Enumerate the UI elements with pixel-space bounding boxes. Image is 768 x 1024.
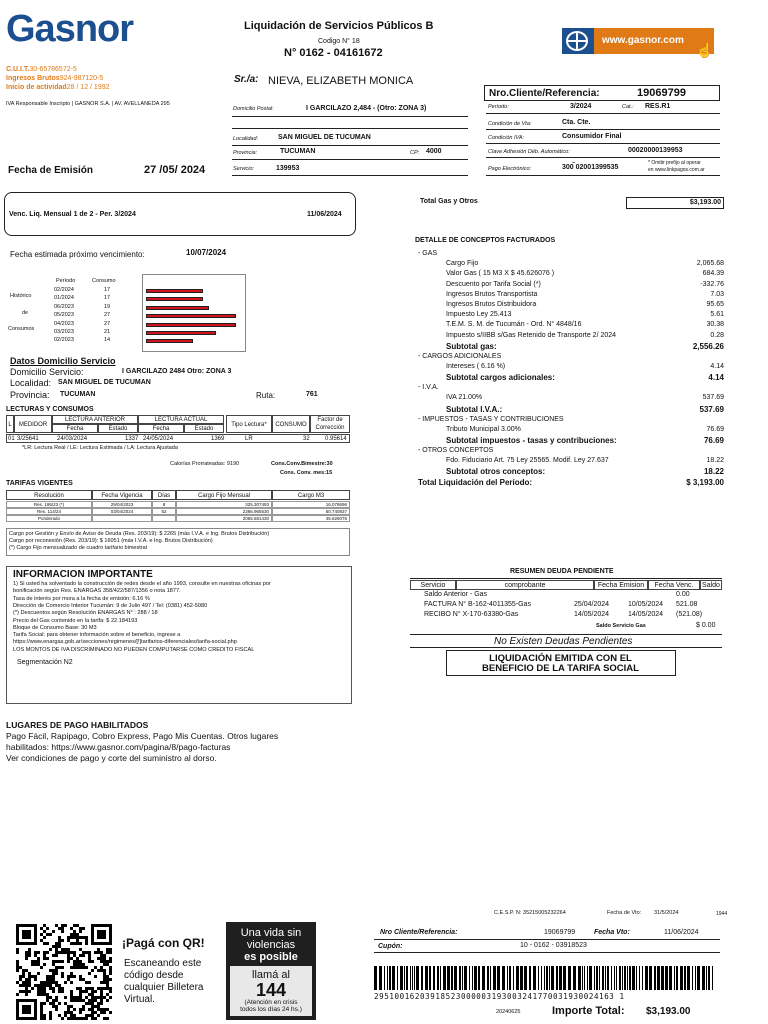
qr-line-4: Virtual.: [124, 994, 155, 1005]
detalle-title: DETALLE DE CONCEPTOS FACTURADOS: [415, 237, 556, 244]
gas-item-label: Valor Gas ( 15 M3 X $ 45.626076 ): [446, 270, 555, 278]
pago-value: 300 ̃02001399535: [562, 164, 619, 171]
hist-bar: [146, 314, 236, 318]
dom-serv-value: I GARCILAZO 2484 Otro: ZONA 3: [122, 368, 232, 375]
resumen-header: Saldo: [700, 580, 722, 590]
resumen-header: Fecha Venc.: [648, 580, 700, 590]
fecha-emision-label: Fecha de Emisión: [8, 165, 94, 176]
fecha-emision-value: 27 /05/ 2024: [144, 164, 206, 176]
hist-label-2: de: [22, 310, 29, 316]
hist-label-3: Consumos: [8, 326, 35, 332]
info-line: Tasa de interés por mora a la fecha de emisión: 6.16 %: [13, 595, 150, 602]
tarifa-cell: Ponderado: [6, 515, 92, 522]
barcode-number: 29510016203918523000003193003241770031930024163 1: [374, 992, 625, 1001]
periodo-label: Período:: [488, 104, 509, 110]
hist-bar: [146, 323, 236, 327]
lect-row: 01 3/25641 24/03/2024 1337 24/05/2024 1369 LR 32 0.95614: [6, 434, 350, 443]
localidad-value: SAN MIGUEL DE TUCUMAN: [278, 134, 371, 141]
hist-consumo: 21: [104, 329, 111, 335]
tarifa-cell: 50.740837: [272, 508, 350, 515]
lect-h-estado-ant: Estado: [98, 424, 138, 433]
qr-title: ¡Pagá con QR!: [122, 936, 205, 950]
hist-consumo: 27: [104, 320, 111, 327]
hist-consumo: 27: [104, 312, 111, 319]
venc-label: Venc. Liq. Mensual 1 de 2 - Per. 3/2024: [9, 211, 136, 218]
lect-h-medidor: MEDIDOR: [14, 415, 52, 433]
no-deudas: No Existen Deudas Pendientes: [494, 636, 633, 647]
lect-h-factor: Factor de Corrección: [310, 415, 350, 433]
info-line: Tarifa Social: para obtener información sobre el beneficio, ingrese a: [13, 632, 181, 639]
resumen-cell: Saldo Anterior - Gas: [424, 591, 488, 598]
tarifa-cell: Res. 195/23 (*): [6, 501, 92, 508]
gas-item-value: 684.39: [702, 270, 724, 278]
localidad-label: Localidad:: [233, 136, 259, 142]
lect-h-estado-act: Estado: [184, 424, 224, 433]
loc-serv-label: Localidad:: [10, 378, 52, 388]
lect-h-actual: LECTURA ACTUAL: [138, 415, 224, 424]
hist-label-1: Histórico: [10, 293, 32, 299]
stub-ref-value: 19069799: [544, 929, 576, 936]
tributo-label: Tributo Municipal 3.00%: [446, 425, 521, 433]
lect-h-l: L: [6, 415, 14, 433]
gas-item-label: Descuento por Tarifa Social (*): [446, 280, 541, 288]
info-line: Dirección de Comercio Interior Tucumán: 9 de Julio 497 / Tel: (0381) 452-5080: [13, 602, 208, 609]
dom-serv-label: Domicilio Servicio:: [10, 367, 84, 377]
resumen-cell: FACTURA N° B-162-4011355-Gas: [424, 601, 531, 608]
total-gas-label: Total Gas y Otros: [420, 198, 478, 205]
servicio-value: 139953: [276, 165, 300, 172]
tarifa-header: Resolución: [6, 490, 92, 500]
hist-periodo: 02/2023: [54, 337, 74, 344]
tarifa-cell: 8: [152, 501, 176, 508]
gas-section: - GAS: [418, 250, 438, 257]
subtotal-imp-value: 76.69: [703, 436, 724, 445]
info-line: https://www.enargas.gob.ar/secciones/regimenes/[!]tarifarios-diferenciales/tarifa-social.php: [13, 639, 237, 646]
domicilio-value: I GARCILAZO 2,484 - (Otro: ZONA 3): [306, 105, 427, 112]
stub-code: 1944: [716, 911, 728, 917]
lect-h-fecha-act: Fecha: [138, 424, 184, 433]
cesp: C.E.S.P. N: 35215005232264: [494, 910, 566, 916]
proximo-label: Fecha estimada próximo vencimiento:: [10, 250, 145, 259]
tarifa-cell: Res. 114/24: [6, 508, 92, 515]
barcode: [374, 966, 718, 990]
tarifas-notes: Cargo por Gestión y Envío de Aviso de Deuda (Res. 203/19): $ 2265 (más I.V.A. e Ing. Brutos Distribución) Cargo por reconexión (Res. 203/19): $ 16051 (más I.V.A. e Ing. Brutos Distribución) (*) Cargo Fijo mensualizado de cuadro tarifario bimestral: [6, 528, 350, 556]
clave-label: Clave Adhesión Déb. Automático:: [488, 149, 570, 155]
qr-line-3: cualquier Billetera: [124, 982, 204, 993]
intereses-value: 4.14: [710, 363, 724, 370]
cond-iva-value: Consumidor Final: [562, 133, 622, 140]
gas-item-value: -332.76: [700, 280, 724, 288]
resumen-header: comprobante: [456, 580, 594, 590]
fdo-value: 18.22: [706, 457, 724, 465]
periodo-value: 3/2024: [570, 103, 592, 110]
lect-h-fecha-ant: Fecha: [52, 424, 98, 433]
hist-periodo: 04/2023: [54, 320, 74, 327]
tarifas-title: TARIFAS VIGENTES: [6, 480, 73, 487]
hist-consumo: 14: [104, 337, 111, 344]
info-line: Precio del Gas contenido en la tarifa: $ 22.184193: [13, 617, 138, 624]
resumen-title: RESUMEN DEUDA PENDIENTE: [510, 568, 614, 575]
tarifa-cell: [152, 515, 176, 522]
tarifa-header: Cargo M3: [272, 490, 350, 500]
saldo-value: $ 0.00: [696, 622, 716, 629]
iva-item-value: 537.69: [702, 394, 724, 402]
iva-item-label: IVA 21.00%: [446, 394, 483, 402]
subtotal-iva-label: Subtotal I.V.A.:: [446, 404, 503, 414]
tarifa-cell: 03/04/2024: [92, 508, 152, 515]
resumen-cell: 521.08: [676, 601, 698, 608]
resumen-cell: RECIBO N° X-170-63380-Gas: [424, 611, 519, 618]
domicilio-label: Domicilio Postal:: [233, 106, 274, 112]
otros-section-label: - OTROS CONCEPTOS: [418, 447, 494, 454]
info-line: LOS MONTOS DE IVA DISCRIMINADO NO PUEDEN COMPUTARSE COMO CREDITO FISCAL: [13, 646, 255, 653]
proximo-value: 10/07/2024: [186, 248, 227, 257]
hist-periodo: 01/2024: [54, 295, 74, 302]
resumen-cell: (521.08): [676, 611, 703, 618]
cond-iva-label: Condición IVA:: [488, 135, 525, 141]
calorias: Calorías Prorrateadas: 9190: [170, 461, 240, 467]
lect-h-consumo: CONSUMO: [272, 415, 310, 433]
hist-bar: [146, 339, 193, 343]
subtotal-cargos-label: Subtotal cargos adicionales:: [446, 373, 555, 383]
gas-item-value: 5.61: [710, 311, 724, 319]
codigo: Codigo N° 18: [318, 38, 360, 45]
intereses-label: Intereses ( 6.16 %): [446, 363, 506, 370]
customer-name: NIEVA, ELIZABETH MONICA: [268, 75, 414, 87]
fdo-label: Fdo. Fiduciario Art. 75 Ley 25565. Modif. Ley 27.637: [446, 457, 609, 465]
hist-col-periodo: Período: [56, 278, 76, 284]
gas-item-label: T.E.M. S. M. de Tucumán - Ord. N° 4848/16: [446, 321, 582, 329]
gas-item-value: 95.65: [706, 301, 724, 308]
ruta-label: Ruta:: [256, 391, 276, 400]
resumen-cell: 25/04/2024: [574, 601, 610, 608]
info-box: [6, 566, 352, 704]
tarifa-cell: 52: [152, 508, 176, 515]
segmentacion: Segmentación N2: [17, 659, 73, 666]
pago-label: Pago Electrónico:: [488, 166, 532, 172]
lugares-line-3: Ver condiciones de pago y corte del suministro al dorso.: [6, 753, 217, 763]
tarifa-cell: 2055.681430: [176, 515, 272, 522]
subtotal-gas-value: 2,556.26: [692, 341, 724, 351]
lect-note: *LR: Lectura Real / LE: Lectura Estimada / LA: Lectura Ajustada: [22, 445, 178, 451]
sra-label: Sr./a:: [234, 74, 259, 85]
resumen-cell: 10/05/2024: [628, 601, 664, 608]
date-code: 20240625: [496, 1009, 521, 1015]
tarifa-cell: 2366.965530: [176, 508, 272, 515]
hist-consumo: 17: [104, 287, 111, 293]
info-line: bonificación según Res. ENARGAS 358/422/587/1356 o nota 1877.: [13, 588, 181, 595]
hist-bar: [146, 306, 209, 310]
cat-value: RES.R1: [645, 103, 671, 110]
gas-item-value: 30.38: [706, 321, 724, 329]
info-line: 1) Si usted ha solventado la construcción de redes desde el año 1993, consulte en nuestras oficinas por: [13, 581, 271, 587]
hist-periodo: 03/2023: [54, 329, 74, 335]
importe-value: $3,193.00: [646, 1006, 691, 1017]
lugares-line-2[interactable]: habilitados: https://www.gasnor.com/pagina/8/pago-facturas: [6, 742, 231, 752]
banner-url[interactable]: www.gasnor.com: [602, 35, 684, 46]
hist-periodo: 05/2023: [54, 312, 74, 319]
web-banner[interactable]: [562, 28, 714, 58]
cargos-section-label: - CARGOS ADICIONALES: [418, 352, 502, 360]
provincia-label: Provincia:: [233, 150, 258, 156]
provincia-value: TUCUMAN: [280, 148, 316, 155]
tarifa-social-box: LIQUIDACIÓN EMITIDA CON EL BENEFICIO DE LA TARIFA SOCIAL: [446, 650, 676, 676]
info-title: INFORMACION IMPORTANTE: [13, 569, 153, 580]
gasnor-logo: Gasnor: [6, 8, 134, 50]
lugares-title: LUGARES DE PAGO HABILITADOS: [6, 720, 149, 730]
ib-row: Ingresos Brutos924-987120-5: [6, 75, 104, 82]
cons-mes: Cons. Conv. mes:15: [280, 470, 333, 476]
hist-bar: [146, 297, 203, 301]
hist-bar: [146, 331, 216, 335]
resumen-cell: 0.00: [676, 591, 690, 598]
hist-periodo: 02/2024: [54, 287, 74, 293]
prov-serv-label: Provincia:: [10, 390, 50, 400]
cuit-row: C.U.I.T.30-65786572-5: [6, 66, 77, 73]
ruta-value: 761: [306, 391, 318, 398]
resumen-cell: 14/05/2024: [574, 611, 610, 618]
cp-label: CP:: [410, 150, 420, 156]
cupon-value: 10 - 0162 - 03918523: [520, 942, 587, 949]
resumen-header: Servicio: [410, 580, 456, 590]
tarifa-header: Días: [152, 490, 176, 500]
iva-section-label: - I.V.A.: [418, 384, 439, 392]
hist-bar: [146, 289, 203, 293]
prov-serv-value: TUCUMAN: [60, 391, 96, 398]
gas-item-value: 7.03: [710, 290, 724, 298]
total-gas-value: $3,193.00: [689, 199, 721, 206]
gas-item-label: Impuesto Ley 25.413: [446, 311, 512, 319]
subtotal-gas-label: Subtotal gas:: [446, 341, 497, 351]
stub-vto-value: 11/06/2024: [664, 929, 699, 936]
gas-item-label: Ingresos Brutos Transportista: [446, 290, 538, 298]
qr-line-1: Escaneando este: [124, 958, 202, 969]
client-ref-box: Nro.Cliente/Referencia: 19069799: [484, 85, 720, 101]
hist-col-consumo: Consumo: [92, 278, 116, 284]
iva-line: IVA Responsable Inscripto | GASNOR S.A. | AV. AVELLANEDA 295: [6, 101, 170, 107]
gas-item-value: 2,065.68: [696, 260, 724, 268]
globe-icon: [566, 31, 588, 51]
pointer-hand-icon: ☝: [696, 42, 714, 58]
cond-vta-label: Condición de Vta:: [488, 121, 532, 127]
cat-label: Cat.:: [622, 104, 634, 110]
tributo-value: 76.69: [706, 425, 724, 433]
stub-fvto-label: Fecha de Vto:: [607, 910, 642, 916]
tarifa-cell: [92, 515, 152, 522]
servicio-label: Servicio:: [233, 166, 255, 172]
inicio-row: Inicio de actividad28 / 12 / 1992: [6, 84, 110, 91]
stub-fvto-value: 31/5/2024: [654, 910, 679, 916]
info-line: (*) Descuentos según Resolución ENARGAS N° : 288 / 18: [13, 610, 158, 617]
stub-vto-label: Fecha Vto:: [594, 929, 630, 936]
importe-label: Importe Total:: [552, 1005, 625, 1017]
total-liquidacion-label: Total Liquidación del Período:: [418, 478, 533, 488]
violencia-banner: Una vida sin violencias es posible llamá al 144 (Atención en crisis todos los días 24 hs.): [226, 922, 316, 1020]
total-gas-box: [626, 197, 724, 209]
cupon-label: Cupón:: [378, 943, 403, 950]
subtotal-cargos-value: 4.14: [708, 373, 724, 383]
lugares-line-1: Pago Fácil, Rapipago, Cobro Express, Pago Mis Cuentas. Otros lugares: [6, 731, 279, 741]
tarifa-header: Fecha Vigencia: [92, 490, 152, 500]
qr-code[interactable]: [16, 924, 112, 1020]
vencimiento-box: [4, 192, 356, 236]
pago-note-2: en www.linkpagos.com.ar: [648, 167, 705, 173]
lect-h-tipo: Tipo Lectura*: [226, 415, 272, 433]
subtotal-otros-label: Subtotal otros conceptos:: [446, 467, 546, 477]
saldo-label: Saldo Servicio Gas: [596, 623, 646, 629]
gas-item-label: Ingresos Brutos Distribuidora: [446, 301, 537, 308]
total-liquidacion-value: $ 3,193.00: [686, 478, 724, 488]
hist-consumo: 17: [104, 295, 111, 302]
tarifa-cell: 325.307493: [176, 501, 272, 508]
qr-line-2: código desde: [124, 970, 184, 981]
tarifa-cell: 16.078696: [272, 501, 350, 508]
tarifa-cell: 29/04/2023: [92, 501, 152, 508]
subtotal-imp-label: Subtotal impuestos - tasas y contribuciones:: [446, 436, 617, 445]
tarifa-header: Cargo Fijo Mensual: [176, 490, 272, 500]
lecturas-title: LECTURAS Y CONSUMOS: [6, 406, 94, 413]
gas-item-label: Cargo Fijo: [446, 260, 479, 268]
venc-date: 11/06/2024: [307, 211, 342, 218]
dom-serv-title: Datos Domicilio Servicio: [10, 356, 116, 366]
impuestos-section-label: - IMPUESTOS - TASAS Y CONTRIBUCIONES: [418, 415, 564, 423]
clave-value: 00020000139953: [628, 147, 683, 154]
pago-note-1: * Omitir prefijo al operar: [648, 160, 701, 166]
stub-ref-label: Nro Cliente/Referencia:: [380, 929, 458, 936]
lect-h-anterior: LECTURA ANTERIOR: [52, 415, 138, 424]
client-ref-value: 19069799: [637, 87, 686, 99]
hist-consumo: 19: [104, 303, 111, 310]
loc-serv-value: SAN MIGUEL DE TUCUMAN: [58, 379, 151, 386]
cond-vta-value: Cta. Cte.: [562, 119, 591, 126]
hist-periodo: 06/2023: [54, 303, 74, 310]
resumen-cell: 14/05/2024: [628, 611, 664, 618]
info-line: Bloque de Consumo Base: 30 M3: [13, 624, 97, 631]
cons-bimestre: Cons.Conv.Bimestre:30: [271, 461, 333, 467]
tarifa-cell: 45.626076: [272, 515, 350, 522]
doc-title: Liquidación de Servicios Públicos B: [244, 20, 434, 32]
cp-value: 4000: [426, 148, 442, 155]
gas-item-value: 0.28: [710, 331, 724, 339]
subtotal-otros-value: 18.22: [703, 467, 724, 477]
resumen-header: Fecha Emision: [594, 580, 648, 590]
subtotal-iva-value: 537.69: [699, 404, 724, 414]
doc-number: N° 0162 - 04161672: [284, 47, 383, 59]
gas-item-label: Impuesto s/IIBB s/Gas Retenido de Transporte 2/ 2024: [446, 331, 617, 339]
